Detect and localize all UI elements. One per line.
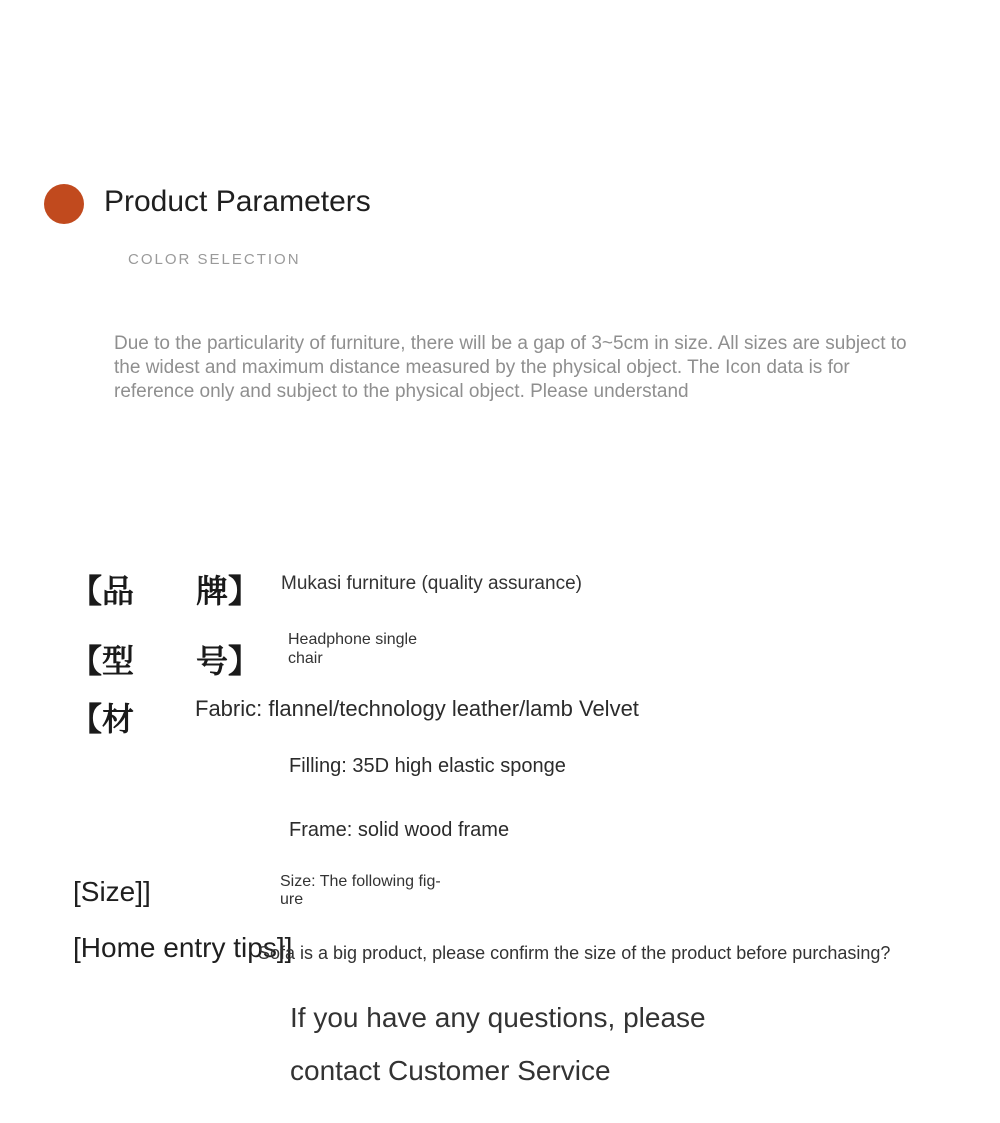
section-subtitle: COLOR SELECTION — [128, 251, 301, 268]
brand-label-right: 牌】 — [196, 572, 261, 610]
tips-label: [Home entry tips]] — [73, 932, 293, 963]
size-notice: Due to the particularity of furniture, there will be a gap of 3~5cm in size. All sizes are subject to the widest and maximum distance measured by the physical object. The Icon data is for reference only and subject to the physical object. Please understand — [114, 333, 907, 402]
model-label-left: 【型 — [70, 642, 135, 680]
material-frame: Frame: solid wood frame — [289, 819, 510, 841]
tips-value: Sofa is a big product, please confirm the size of the product before purchasing? — [258, 943, 891, 963]
contact-line-1: If you have any questions, please — [290, 1002, 706, 1033]
page-title: Product Parameters — [104, 185, 371, 218]
contact-line-2: contact Customer Service — [290, 1055, 611, 1086]
material-filling: Filling: 35D high elastic sponge — [289, 755, 566, 777]
brand-label-left: 【品 — [70, 572, 135, 610]
accent-dot-icon — [44, 184, 84, 224]
model-label-right: 号】 — [196, 642, 261, 680]
size-label: [Size]] — [73, 876, 151, 907]
size-value: Size: The following fig-ure — [280, 873, 441, 908]
brand-value: Mukasi furniture (quality assurance) — [281, 573, 582, 594]
material-label: 【材 — [70, 700, 135, 738]
material-fabric: Fabric: flannel/technology leather/lamb Velvet — [195, 696, 639, 721]
model-value: Headphone single chair — [288, 631, 417, 667]
